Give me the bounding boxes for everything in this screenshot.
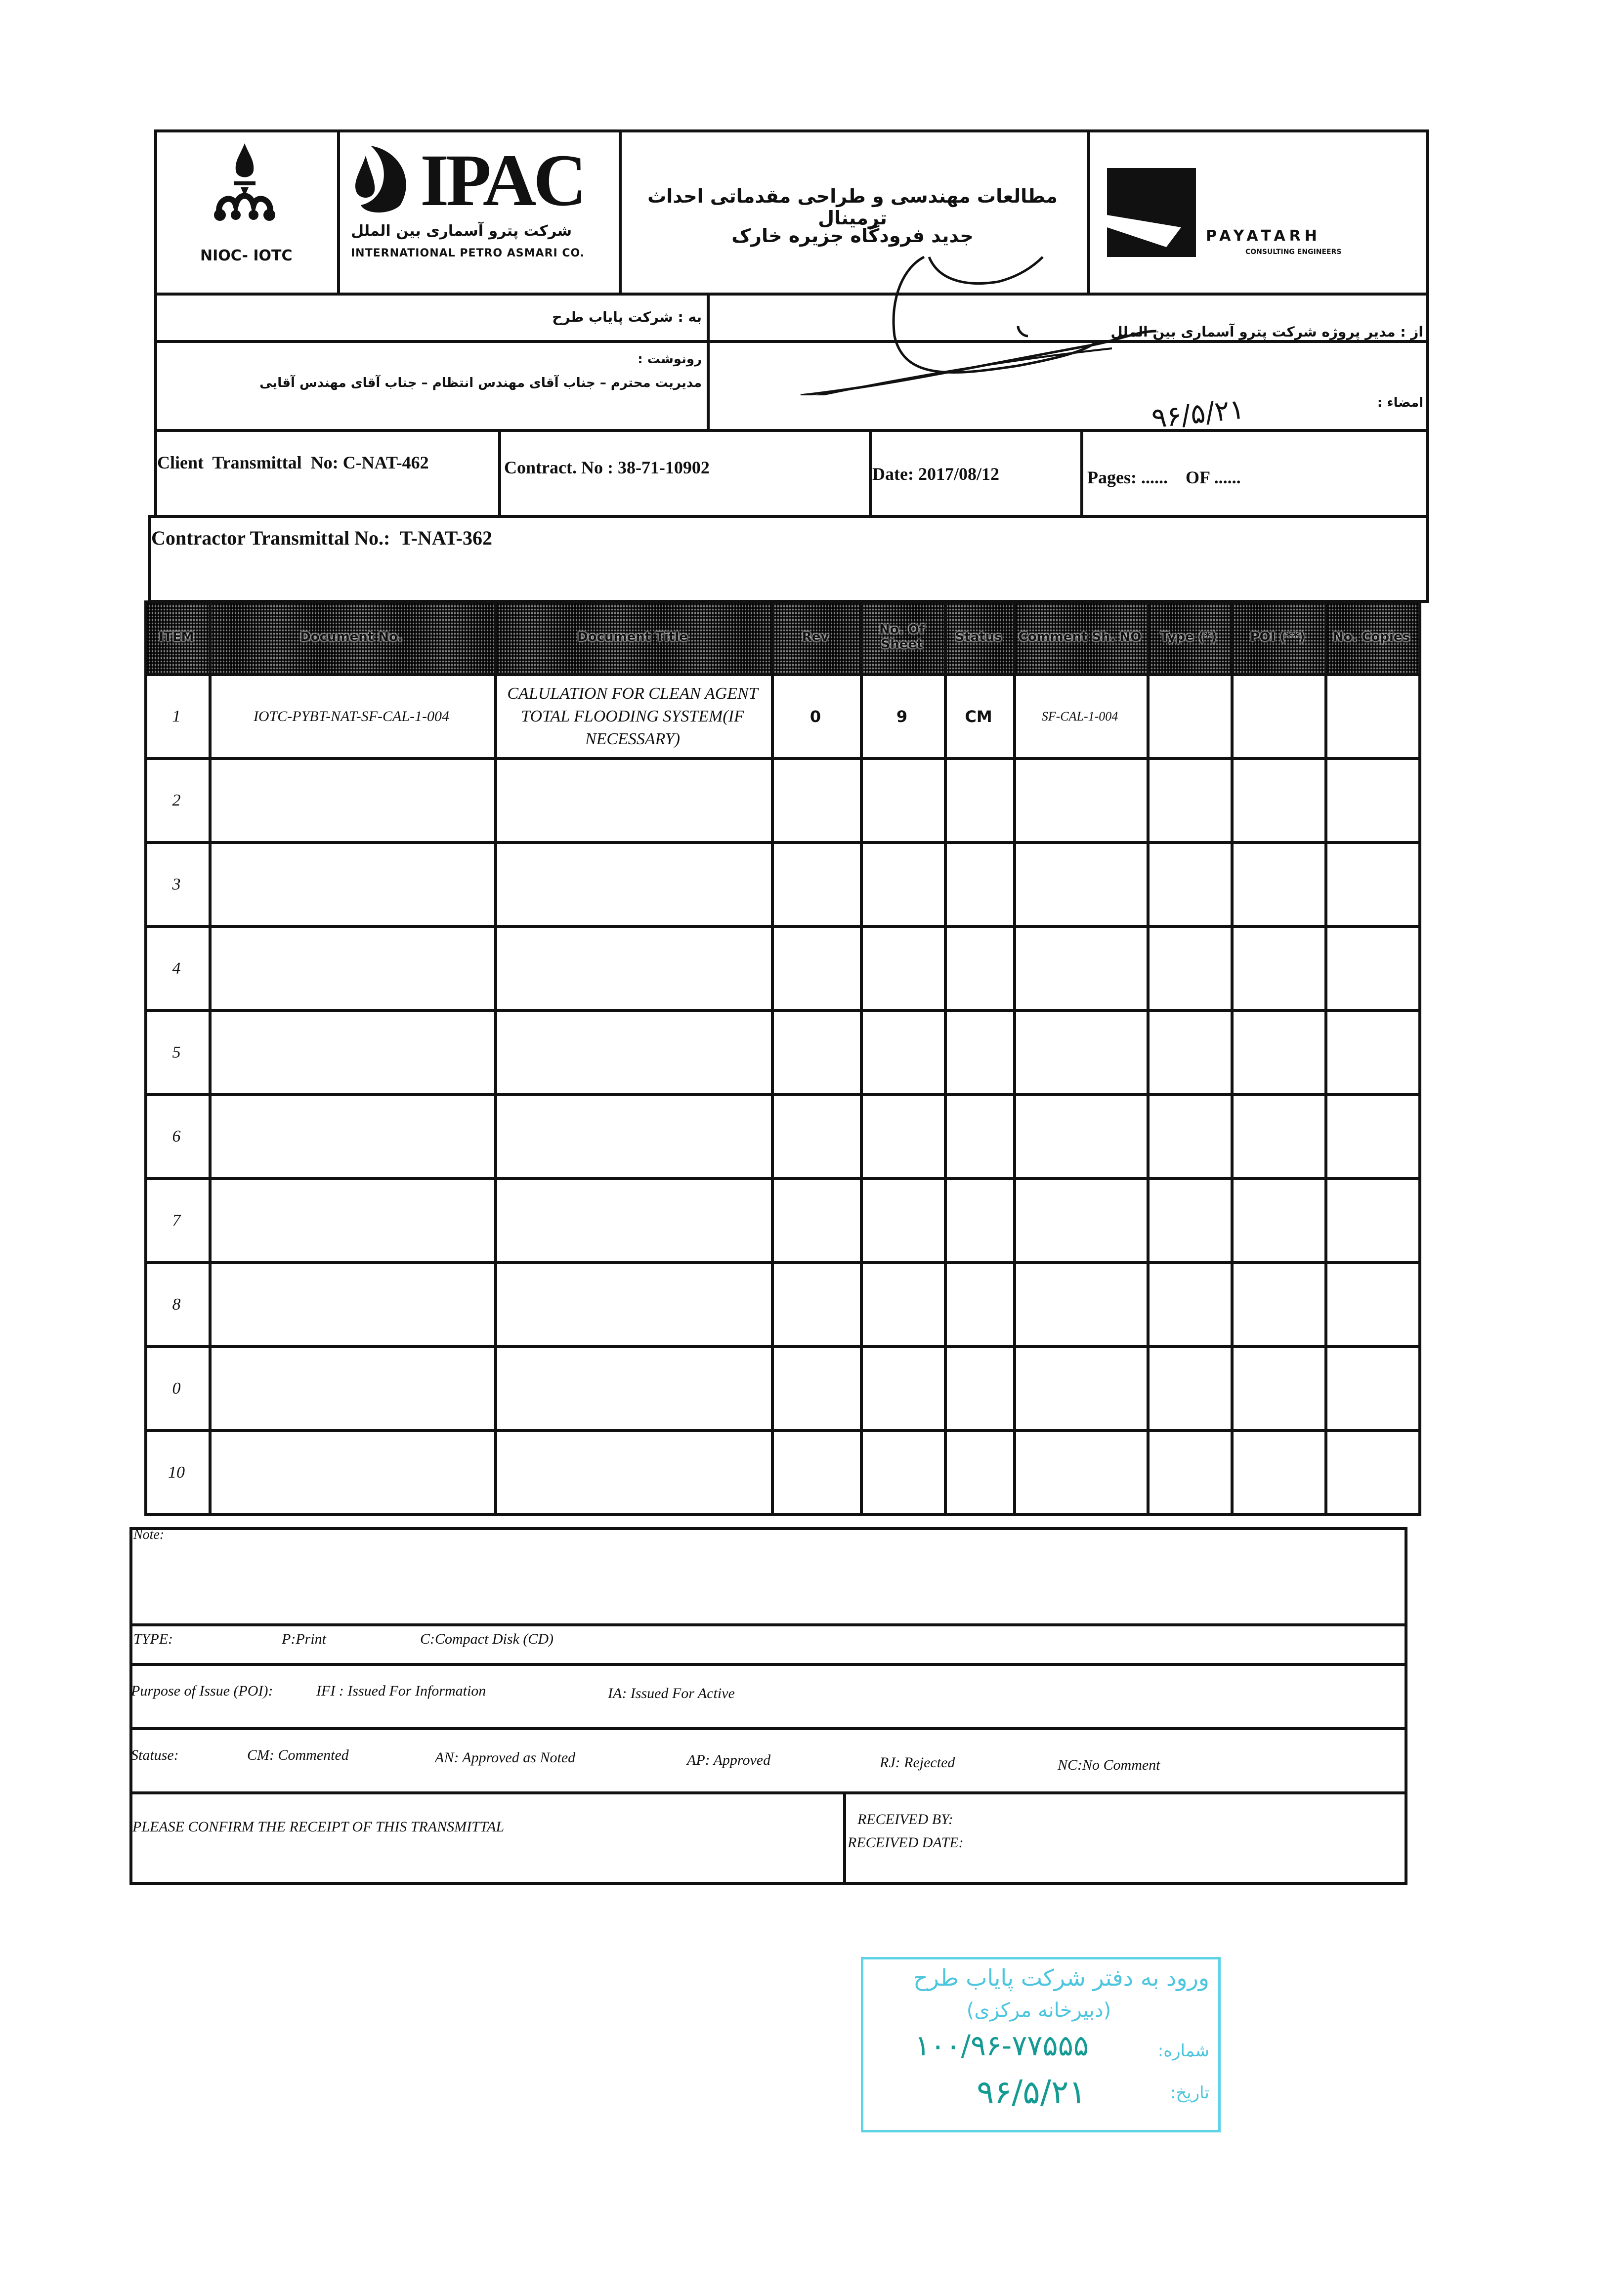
- cell-rev: [775, 1011, 856, 1095]
- cell-comment-sh: [1017, 843, 1143, 927]
- cell-rev: [775, 759, 856, 843]
- contractor-transmittal-no: Contractor Transmittal No.: T-NAT-362: [151, 527, 492, 549]
- stamp-date-label: تاریخ:: [1170, 2083, 1209, 2103]
- cell-sheets: [864, 927, 940, 1011]
- ipac-drop-icon: [351, 146, 415, 215]
- note-field[interactable]: [133, 1547, 1399, 1621]
- column-header: ITEM: [159, 630, 194, 645]
- cell-poi: [1235, 1347, 1321, 1431]
- cell-copies: [1328, 1263, 1414, 1347]
- stamp-date-value: ۹۶/۵/۲۱: [977, 2073, 1086, 2111]
- cell-status: [948, 1347, 1009, 1431]
- ipac-logo-en: INTERNATIONAL PETRO ASMARI CO.: [351, 247, 585, 259]
- cell-rev: 0: [810, 707, 821, 726]
- cell-poi: [1235, 1179, 1321, 1263]
- cell-doc-no: [213, 1431, 490, 1515]
- cell-rev: [775, 843, 856, 927]
- column-divider: [209, 600, 212, 1515]
- ipac-logo: [346, 141, 615, 274]
- cell-status: [948, 1011, 1009, 1095]
- handwritten-date: ۹۶/۵/۲۱: [1150, 393, 1246, 435]
- payatarh-logo-sub: CONSULTING ENGINEERS: [1245, 248, 1342, 256]
- cell-item: 4: [172, 959, 181, 978]
- column-divider: [1147, 600, 1150, 1515]
- cell-item: 0: [172, 1379, 181, 1398]
- nioc-logo: [158, 136, 334, 274]
- cell-type: [1150, 675, 1227, 759]
- cell-type: [1150, 1011, 1227, 1095]
- status-ap: AP: Approved: [687, 1752, 771, 1768]
- contract-no: Contract. No : 38-71-10902: [504, 458, 710, 477]
- cell-rev: [775, 1263, 856, 1347]
- type-cd: C:Compact Disk (CD): [420, 1631, 554, 1647]
- cell-title: [498, 759, 767, 843]
- cell-comment-sh: [1017, 927, 1143, 1011]
- signature-label: امضاء :: [1377, 395, 1423, 410]
- cell-sheets: [864, 1347, 940, 1431]
- cell-rev: [775, 1431, 856, 1515]
- cell-type: [1150, 927, 1227, 1011]
- cell-item: 6: [172, 1127, 181, 1146]
- column-divider: [1013, 600, 1016, 1515]
- cell-item: 3: [172, 875, 181, 893]
- poi-ia: IA: Issued For Active: [608, 1685, 735, 1701]
- divider: [129, 1623, 1407, 1626]
- cell-status: [948, 927, 1009, 1011]
- column-header: Rev: [802, 630, 829, 645]
- divider: [619, 132, 622, 294]
- cell-item: 7: [172, 1211, 181, 1230]
- cell-doc-no: IOTC-PYBT-NAT-SF-CAL-1-004: [253, 708, 450, 724]
- cell-poi: [1235, 675, 1321, 759]
- nioc-emblem-icon: [205, 141, 284, 230]
- divider: [843, 1794, 846, 1882]
- note-label: Note:: [133, 1527, 165, 1542]
- column-header: Document No.: [300, 630, 403, 645]
- column-divider: [494, 600, 497, 1515]
- cell-sheets: [864, 1263, 940, 1347]
- status-rj: RJ: Rejected: [880, 1754, 955, 1771]
- payatarh-logo-word: PAYATARH: [1206, 227, 1321, 245]
- cell-doc-no: [213, 1095, 490, 1179]
- cell-doc-no: [213, 927, 490, 1011]
- column-header: No. Of Sheet: [879, 622, 925, 652]
- cell-sheets: [864, 1095, 940, 1179]
- cell-rev: [775, 927, 856, 1011]
- type-label: TYPE:: [133, 1631, 173, 1647]
- cell-title: CALULATION FOR CLEAN AGENT TOTAL FLOODING SYSTEM(IF NECESSARY): [507, 684, 758, 748]
- column-header: Status: [955, 630, 1002, 645]
- divider: [129, 1791, 1407, 1794]
- stamp-number-label: شماره:: [1157, 2041, 1209, 2061]
- cell-poi: [1235, 927, 1321, 1011]
- divider: [1080, 432, 1083, 516]
- column-header: Type (*): [1160, 630, 1217, 645]
- cc-label: رونوشت :: [638, 352, 702, 367]
- cell-poi: [1235, 1095, 1321, 1179]
- cell-status: [948, 1095, 1009, 1179]
- cell-copies: [1328, 1347, 1414, 1431]
- cell-type: [1150, 759, 1227, 843]
- cell-item: 10: [168, 1463, 185, 1482]
- cell-doc-no: [213, 759, 490, 843]
- column-divider: [771, 600, 774, 1515]
- cell-title: [498, 927, 767, 1011]
- nioc-logo-label: NIOC- IOTC: [200, 247, 293, 264]
- to-field: به : شرکت پایاب طرح: [552, 309, 702, 325]
- cell-rev: [775, 1095, 856, 1179]
- column-divider: [1231, 600, 1234, 1515]
- column-divider: [944, 600, 947, 1515]
- cell-status: CM: [965, 707, 992, 726]
- column-header: POI (**): [1250, 630, 1305, 645]
- divider: [498, 432, 501, 516]
- column-divider: [144, 600, 147, 1515]
- cell-title: [498, 1095, 767, 1179]
- poi-label: Purpose of Issue (POI):: [131, 1683, 273, 1699]
- cell-item: 1: [172, 707, 181, 725]
- cell-doc-no: [213, 1263, 490, 1347]
- stamp-line2: (دبیرخانه مرکزی): [966, 1999, 1111, 2022]
- ipac-logo-fa: شرکت پترو آسماری بین الملل: [351, 222, 572, 240]
- status-cm: CM: Commented: [247, 1747, 349, 1763]
- received-by-field[interactable]: RECEIVED BY:: [857, 1811, 953, 1828]
- cell-poi: [1235, 1263, 1321, 1347]
- cell-sheets: [864, 1179, 940, 1263]
- cell-poi: [1235, 1431, 1321, 1515]
- signature-icon: [741, 237, 1236, 395]
- cell-copies: [1328, 675, 1414, 759]
- cell-poi: [1235, 843, 1321, 927]
- cell-doc-no: [213, 1179, 490, 1263]
- divider: [337, 132, 340, 294]
- cell-poi: [1235, 1011, 1321, 1095]
- cell-type: [1150, 1431, 1227, 1515]
- cell-title: [498, 1011, 767, 1095]
- cell-status: [948, 1431, 1009, 1515]
- type-print: P:Print: [282, 1631, 326, 1647]
- client-transmittal-no: Client Transmittal No: C-NAT-462: [157, 453, 429, 472]
- cell-title: [498, 1179, 767, 1263]
- project-title-line2: جدید فرودگاه جزیره خارک: [731, 225, 974, 247]
- cell-type: [1150, 1347, 1227, 1431]
- cell-sheets: [864, 843, 940, 927]
- column-header: No. Copies: [1332, 630, 1410, 645]
- cell-title: [498, 1263, 767, 1347]
- cell-type: [1150, 1263, 1227, 1347]
- cell-copies: [1328, 843, 1414, 927]
- divider: [707, 296, 710, 430]
- cell-doc-no: [213, 1347, 490, 1431]
- cell-rev: [775, 1179, 856, 1263]
- cell-copies: [1328, 927, 1414, 1011]
- divider: [129, 1727, 1407, 1730]
- column-divider: [860, 600, 863, 1515]
- cell-item: 8: [172, 1295, 181, 1314]
- cell-type: [1150, 843, 1227, 927]
- cell-copies: [1328, 1011, 1414, 1095]
- status-label: Statuse:: [131, 1747, 179, 1763]
- column-header: Document Title: [577, 630, 688, 645]
- cell-copies: [1328, 1431, 1414, 1515]
- project-title-line1: مطالعات مهندسی و طراحی مقدماتی احداث ترمینال: [647, 185, 1058, 229]
- cell-doc-no: [213, 1011, 490, 1095]
- cell-poi: [1235, 759, 1321, 843]
- cell-sheets: [864, 1011, 940, 1095]
- cell-status: [948, 1263, 1009, 1347]
- cell-comment-sh: [1017, 1179, 1143, 1263]
- cell-status: [948, 843, 1009, 927]
- cell-sheets: 9: [896, 707, 908, 726]
- from-field: از : مدیر پروژه شرکت پترو آسماری بین الملل: [1110, 324, 1423, 340]
- cell-title: [498, 1347, 767, 1431]
- cc-value: مدیریت محترم – جناب آقای مهندس انتظام – جناب آقای مهندس آقایی: [259, 376, 702, 390]
- cell-comment-sh: [1017, 1431, 1143, 1515]
- column-divider: [1324, 600, 1327, 1515]
- cell-sheets: [864, 1431, 940, 1515]
- divider: [129, 1663, 1407, 1666]
- cell-comment-sh: [1017, 1011, 1143, 1095]
- status-an: AN: Approved as Noted: [435, 1749, 576, 1766]
- cell-rev: [775, 1347, 856, 1431]
- cell-comment-sh: [1017, 759, 1143, 843]
- cell-comment-sh: [1017, 1095, 1143, 1179]
- status-nc: NC:No Comment: [1058, 1757, 1160, 1773]
- date-field: Date: 2017/08/12: [872, 464, 999, 484]
- received-date-field[interactable]: RECEIVED DATE:: [848, 1834, 964, 1851]
- cell-copies: [1328, 759, 1414, 843]
- cell-type: [1150, 1095, 1227, 1179]
- cell-title: [498, 843, 767, 927]
- column-header: Comment Sh. NO: [1018, 630, 1142, 645]
- cell-title: [498, 1431, 767, 1515]
- cell-comment-sh: [1017, 1347, 1143, 1431]
- column-divider: [1418, 600, 1421, 1515]
- stamp-line1: ورود به دفتر شرکت پایاب طرح: [913, 1964, 1209, 1991]
- cell-item: 2: [172, 791, 181, 809]
- cell-status: [948, 1179, 1009, 1263]
- cell-item: 5: [172, 1043, 181, 1062]
- cell-copies: [1328, 1095, 1414, 1179]
- cell-comment-sh: [1017, 1263, 1143, 1347]
- cell-copies: [1328, 1179, 1414, 1263]
- receipt-stamp: [861, 1957, 1221, 2132]
- cell-status: [948, 759, 1009, 843]
- cell-doc-no: [213, 843, 490, 927]
- pages-field: Pages: ...... OF ......: [1087, 468, 1241, 487]
- cell-comment-sh: SF-CAL-1-004: [1041, 709, 1118, 723]
- poi-ifi: IFI : Issued For Information: [316, 1683, 486, 1699]
- table-border: [144, 600, 1421, 603]
- cell-type: [1150, 1179, 1227, 1263]
- cell-sheets: [864, 759, 940, 843]
- divider: [869, 432, 872, 516]
- ipac-logo-word: IPAC: [420, 139, 584, 221]
- confirm-receipt-text: PLEASE CONFIRM THE RECEIPT OF THIS TRANSMITTAL: [132, 1819, 505, 1835]
- stamp-number-value: ۱۰۰/۹۶-۷۷۵۵۵: [915, 2029, 1089, 2062]
